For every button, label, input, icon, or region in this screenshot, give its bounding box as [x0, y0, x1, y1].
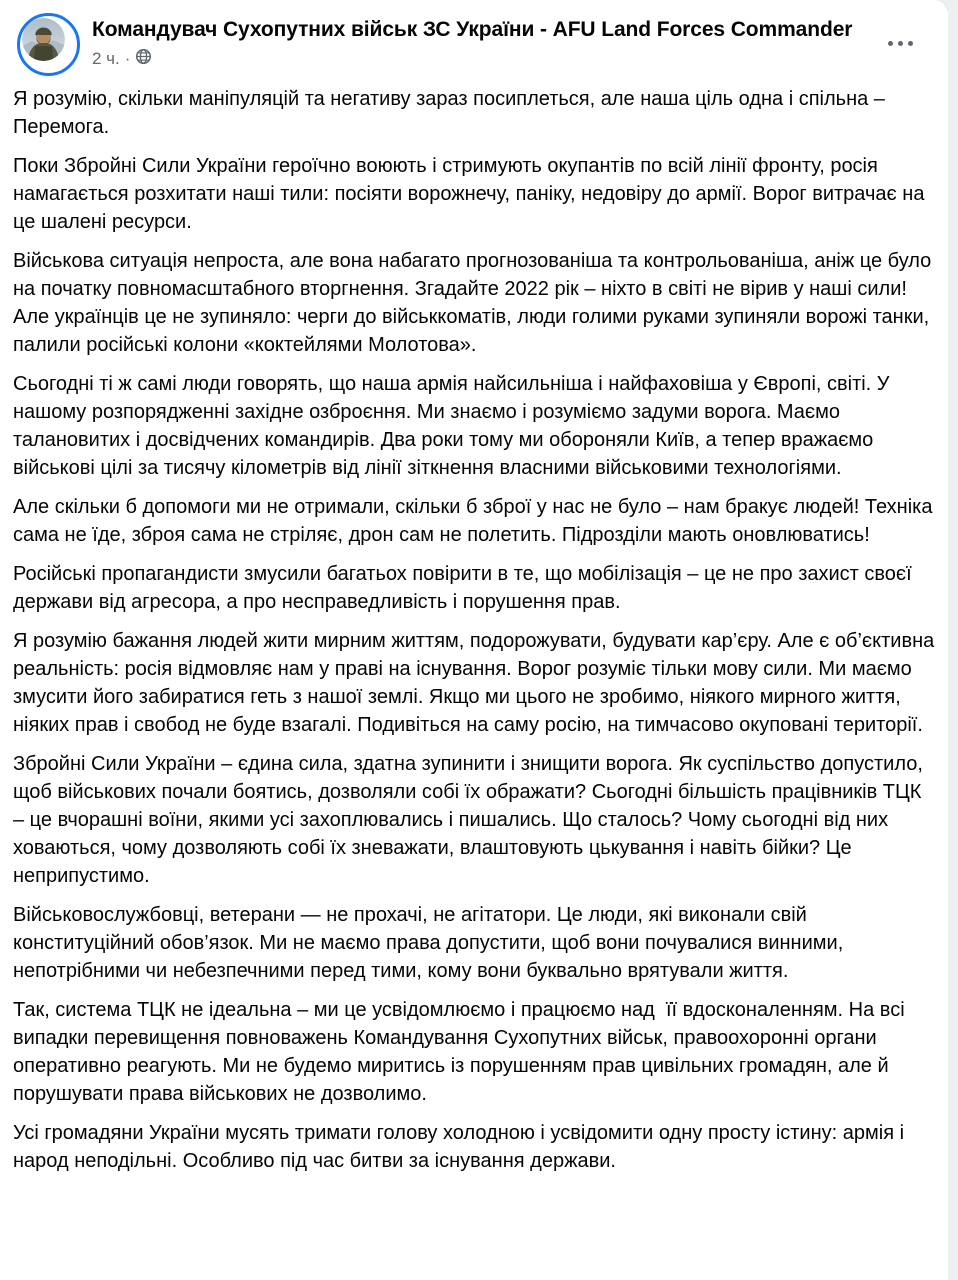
post-paragraph: Усі громадяни України мусять тримати голову холодною і усвідомити одну просту істину: армія і народ неподільні. Особливо під час битви за існування держави.: [13, 1122, 910, 1172]
timestamp[interactable]: 2 ч.: [92, 48, 120, 68]
ellipsis-icon: [908, 41, 913, 46]
page-name[interactable]: Командувач Сухопутних військ ЗС України - AFU Land Forces Commander: [92, 18, 853, 41]
post-paragraph: Збройні Сили України – єдина сила, здатна зупинити і знищити ворога. Як суспільство допустило, щоб військових почали боятись, дозволяли собі їх ображати? Сьогодні більшість працівників ТЦК – це вчорашні воїни, якими усі захоплювались і пишались. Що сталось? Чому сьогодні від них ховаються, чому дозволяють собі їх зневажати, влаштовують цькування і навіть бійки? Це неприпустимо.: [13, 753, 929, 887]
post-header: [0, 0, 948, 76]
ellipsis-icon: [898, 41, 903, 46]
post-paragraph: Російські пропагандисти змусили багатьох повірити в те, що мобілізація – це не про захист своєї держави від агресора, а про несправедливість і порушення прав.: [13, 563, 918, 613]
post-paragraph: Так, система ТЦК не ідеальна – ми це усвідомлюємо і працюємо над її вдосконаленням. На всі випадки перевищення повноважень Командування Сухопутних військ, правоохоронні органи оперативно реагують. Ми не будемо миритись із порушенням прав цивільних громадян, але й порушувати права військових не дозволимо.: [13, 999, 911, 1105]
more-options-button[interactable]: [878, 30, 922, 56]
post-paragraph: Я розумію, скільки маніпуляцій та негативу зараз посиплеться, але наша ціль одна і спільна – Перемога.: [13, 88, 891, 138]
post-paragraph: Я розумію бажання людей жити мирним життям, подорожувати, будувати кар’єру. Але є об’єктивна реальність: росія відмовляє нам у праві на існування. Ворог розуміє тільки мову сили. Ми маємо змусити його забиратися геть з нашої землі. Якщо ми цього не зробимо, ніякого мирного життя, ніяких прав і свобод не буде взагалі. Подивіться на саму росію, на тимчасово окуповані території.: [13, 630, 940, 736]
post-paragraph: Поки Збройні Сили України героїчно воюють і стримують окупантів по всій лінії фронту, росія намагається розхитати наші тили: посіяти ворожнечу, паніку, недовіру до армії. Ворог витрачає на це шалені ресурси.: [13, 155, 931, 233]
post-header-text: [92, 13, 934, 70]
post-paragraph: Але скільки б допомоги ми не отримали, скільки б зброї у нас не було – нам бракує людей! Техніка сама не їде, зброя сама не стріляє, дрон сам не полетить. Підрозділи мають оновлюватись!: [13, 496, 939, 546]
post-paragraph: Сьогодні ті ж самі люди говорять, що наша армія найсильніша і найфаховіша у Європі, світі. У нашому розпорядженні західне озброєння. Ми знаємо і розуміємо задуми ворога. Маємо талановитих і досвідчених командирів. Два роки тому ми обороняли Київ, а тепер вражаємо військові цілі за тисячу кілометрів від лінії зіткнення власними військовими технологіями.: [13, 373, 896, 479]
post-meta: [92, 47, 934, 70]
post-paragraph: Військова ситуація непроста, але вона набагато прогнозованіша та контрольованіша, аніж це було на початку повномасштабного вторгнення. Згадайте 2022 рік – ніхто в світі не вірив у наші сили! Але українців це не зупиняло: черги до військкоматів, люди голими руками зупиняли ворожі танки, палили російські колони «коктейлями Молотова».: [13, 250, 937, 356]
globe-public-icon: [135, 48, 152, 70]
page-background-strip: [948, 10, 958, 1280]
meta-separator: ·: [124, 48, 131, 68]
profile-photo-icon: [22, 18, 65, 61]
post-body: [0, 76, 948, 1175]
avatar[interactable]: [17, 13, 80, 76]
ellipsis-icon: [888, 41, 893, 46]
post-paragraph: Військовослужбовці, ветерани — не прохачі, не агітатори. Це люди, які виконали свій конституційний обов’язок. Ми не маємо права допустити, щоб вони почувалися винними, непотрібними чи небезпечними перед тими, кому вони буквально врятували життя.: [13, 904, 849, 982]
